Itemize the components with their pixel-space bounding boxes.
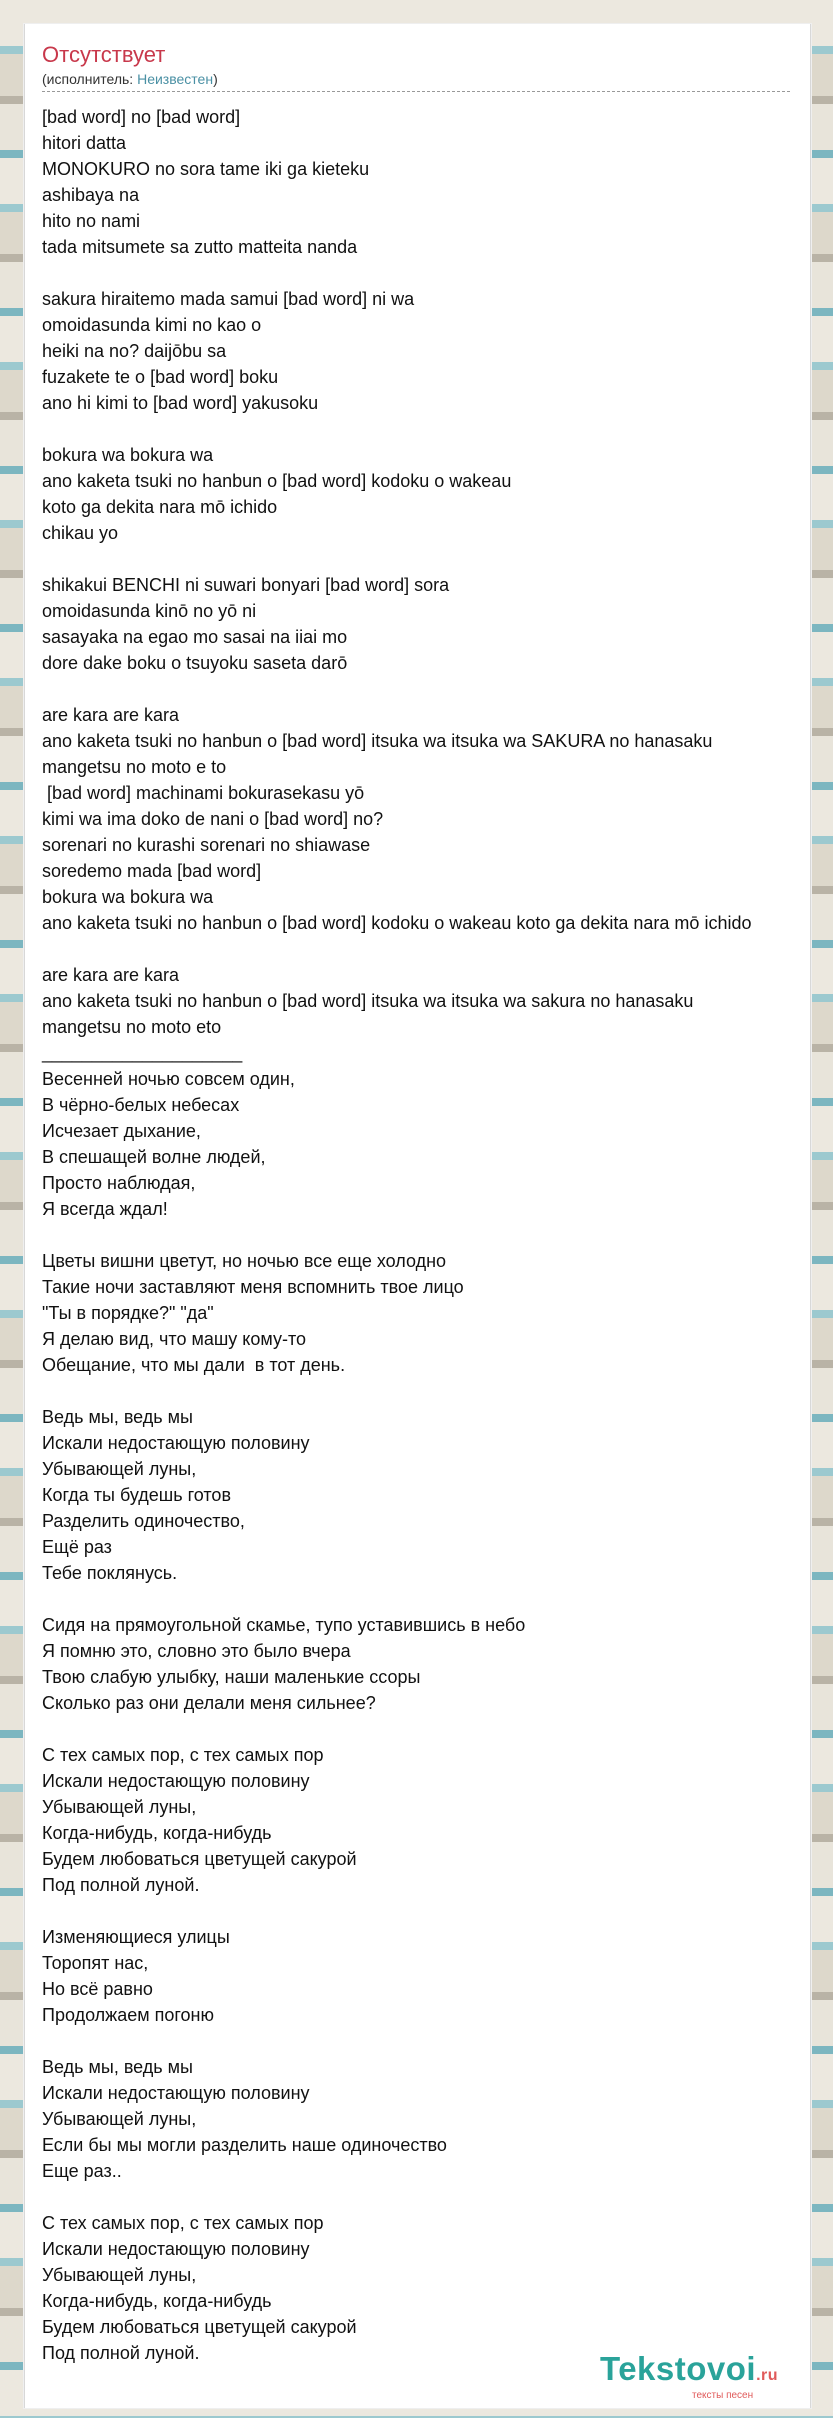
site-logo[interactable] bbox=[600, 2350, 810, 2406]
lyric-line: Я помню это, словно это было вчера bbox=[42, 1641, 351, 1661]
lyric-line: Искали недостающую половину bbox=[42, 2239, 310, 2259]
lyric-line: Изменяющиеся улицы bbox=[42, 1927, 230, 1947]
lyric-line: [bad word] machinami bokurasekasu yō bbox=[42, 783, 365, 803]
lyric-line: Просто наблюдая, bbox=[42, 1173, 196, 1193]
lyric-line: ashibaya na bbox=[42, 185, 140, 205]
lyric-line: [bad word] no [bad word] bbox=[42, 107, 241, 127]
lyric-line: Еще раз.. bbox=[42, 2161, 122, 2181]
lyric-line: heiki na no? daijōbu sa bbox=[42, 341, 227, 361]
stanza-gap bbox=[42, 936, 832, 962]
lyric-line: hitori datta bbox=[42, 133, 127, 153]
stanza-gap bbox=[42, 1898, 832, 1924]
logo-tagline: тексты песен bbox=[692, 2390, 754, 2401]
lyric-line: Я делаю вид, что машу кому-то bbox=[42, 1329, 307, 1349]
stanza-gap bbox=[42, 1586, 832, 1612]
lyric-line: bokura wa bokura wa bbox=[42, 887, 214, 907]
lyric-line: ano kaketa tsuki no hanbun o [bad word] kodoku o wakeau koto ga dekita nara mō ichido bbox=[42, 913, 752, 933]
logo-wordmark bbox=[600, 2350, 778, 2388]
lyric-line: omoidasunda kinō no yō ni bbox=[42, 601, 257, 621]
lyric-line: Искали недостающую половину bbox=[42, 1771, 310, 1791]
lyric-line: "Ты в порядке?" "да" bbox=[42, 1303, 214, 1323]
lyric-line: Ведь мы, ведь мы bbox=[42, 1407, 193, 1427]
lyric-line: Убывающей луны, bbox=[42, 2265, 197, 2285]
stanza-gap bbox=[42, 2184, 832, 2210]
lyric-line: Искали недостающую половину bbox=[42, 2083, 310, 2103]
lyric-line: hito no nami bbox=[42, 211, 141, 231]
lyric-line: Но всё равно bbox=[42, 1979, 153, 1999]
lyric-line: Ведь мы, ведь мы bbox=[42, 2057, 193, 2077]
lyric-line: soredemo mada [bad word] bbox=[42, 861, 262, 881]
logo-name: Tekstovoi bbox=[600, 2350, 757, 2387]
lyric-line: ____________________ bbox=[42, 1043, 243, 1063]
lyric-line: sorenari no kurashi sorenari no shiawase bbox=[42, 835, 371, 855]
lyric-line: Цветы вишни цветут, но ночью все еще холодно bbox=[42, 1251, 447, 1271]
byline-prefix: (исполнитель: bbox=[42, 71, 138, 87]
lyric-line: mangetsu no moto eto bbox=[42, 1017, 222, 1037]
lyric-line: dore dake boku o tsuyoku saseta darō bbox=[42, 653, 348, 673]
stanza-gap bbox=[42, 416, 832, 442]
lyric-line: Продолжаем погоню bbox=[42, 2005, 215, 2025]
lyric-line: Обещание, что мы дали в тот день. bbox=[42, 1355, 346, 1375]
lyrics-text bbox=[42, 104, 832, 2366]
lyric-line: Когда-нибудь, когда-нибудь bbox=[42, 2291, 272, 2311]
title-divider bbox=[42, 91, 790, 92]
lyric-line: Ещё раз bbox=[42, 1537, 112, 1557]
logo-tld: .ru bbox=[756, 2367, 779, 2384]
lyric-line: Сидя на прямоугольной скамье, тупо уставившись в небо bbox=[42, 1615, 526, 1635]
lyric-line: Исчезает дыхание, bbox=[42, 1121, 201, 1141]
lyric-line: fuzakete te o [bad word] boku bbox=[42, 367, 279, 387]
lyric-line: kimi wa ima doko de nani o [bad word] no? bbox=[42, 809, 384, 829]
lyric-line: Будем любоваться цветущей сакурой bbox=[42, 1849, 357, 1869]
lyric-line: ano kaketa tsuki no hanbun o [bad word] itsuka wa itsuka wa sakura no hanasaku bbox=[42, 991, 694, 1011]
lyric-line: Разделить одиночество, bbox=[42, 1511, 245, 1531]
artist-byline bbox=[42, 71, 218, 87]
lyric-line: ano hi kimi to [bad word] yakusoku bbox=[42, 393, 319, 413]
stanza-gap bbox=[42, 676, 832, 702]
lyric-line: Весенней ночью совсем один, bbox=[42, 1069, 295, 1089]
lyric-line: С тех самых пор, с тех самых пор bbox=[42, 2213, 324, 2233]
lyric-line: В чёрно-белых небесах bbox=[42, 1095, 240, 1115]
stanza-gap bbox=[42, 260, 832, 286]
artist-link[interactable]: Неизвестен bbox=[137, 71, 214, 87]
lyric-line: Если бы мы могли разделить наше одиночество bbox=[42, 2135, 447, 2155]
lyric-line: sasayaka na egao mo sasai na iiai mo bbox=[42, 627, 348, 647]
lyric-line: Торопят нас, bbox=[42, 1953, 149, 1973]
lyric-line: Под полной луной. bbox=[42, 2343, 200, 2363]
lyric-line: Когда-нибудь, когда-нибудь bbox=[42, 1823, 272, 1843]
lyric-line: Сколько раз они делали меня сильнее? bbox=[42, 1693, 376, 1713]
lyric-line: ano kaketa tsuki no hanbun o [bad word] kodoku o wakeau bbox=[42, 471, 512, 491]
byline-suffix: ) bbox=[213, 71, 218, 87]
lyric-line: bokura wa bokura wa bbox=[42, 445, 214, 465]
lyric-line: Такие ночи заставляют меня вспомнить твое лицо bbox=[42, 1277, 464, 1297]
stanza-gap bbox=[42, 2028, 832, 2054]
lyric-line: are kara are kara bbox=[42, 705, 180, 725]
lyric-line: Убывающей луны, bbox=[42, 1797, 197, 1817]
song-title: Отсутствует bbox=[42, 42, 166, 67]
stanza-gap bbox=[42, 546, 832, 572]
lyric-line: chikau yo bbox=[42, 523, 119, 543]
lyric-line: С тех самых пор, с тех самых пор bbox=[42, 1745, 324, 1765]
lyric-line: Я всегда ждал! bbox=[42, 1199, 168, 1219]
lyric-line: koto ga dekita nara mō ichido bbox=[42, 497, 278, 517]
lyric-line: В спешащей волне людей, bbox=[42, 1147, 266, 1167]
stanza-gap bbox=[42, 1222, 832, 1248]
lyric-line: Когда ты будешь готов bbox=[42, 1485, 231, 1505]
lyric-line: ano kaketa tsuki no hanbun o [bad word] itsuka wa itsuka wa SAKURA no hanasaku bbox=[42, 731, 713, 751]
stanza-gap bbox=[42, 1378, 832, 1404]
lyric-line: Тебе поклянусь. bbox=[42, 1563, 178, 1583]
lyric-line: are kara are kara bbox=[42, 965, 180, 985]
lyric-line: Под полной луной. bbox=[42, 1875, 200, 1895]
stanza-gap bbox=[42, 1716, 832, 1742]
lyric-line: omoidasunda kimi no kao o bbox=[42, 315, 262, 335]
lyric-line: Убывающей луны, bbox=[42, 2109, 197, 2129]
lyric-line: tada mitsumete sa zutto matteita nanda bbox=[42, 237, 358, 257]
lyric-line: Будем любоваться цветущей сакурой bbox=[42, 2317, 357, 2337]
lyric-line: shikakui BENCHI ni suwari bonyari [bad word] sora bbox=[42, 575, 450, 595]
lyric-line: MONOKURO no sora tame iki ga kieteku bbox=[42, 159, 370, 179]
lyric-line: Твою слабую улыбку, наши маленькие ссоры bbox=[42, 1667, 421, 1687]
lyric-line: Убывающей луны, bbox=[42, 1459, 197, 1479]
lyric-line: mangetsu no moto e to bbox=[42, 757, 227, 777]
lyric-line: Искали недостающую половину bbox=[42, 1433, 310, 1453]
lyric-line: sakura hiraitemo mada samui [bad word] ni wa bbox=[42, 289, 415, 309]
